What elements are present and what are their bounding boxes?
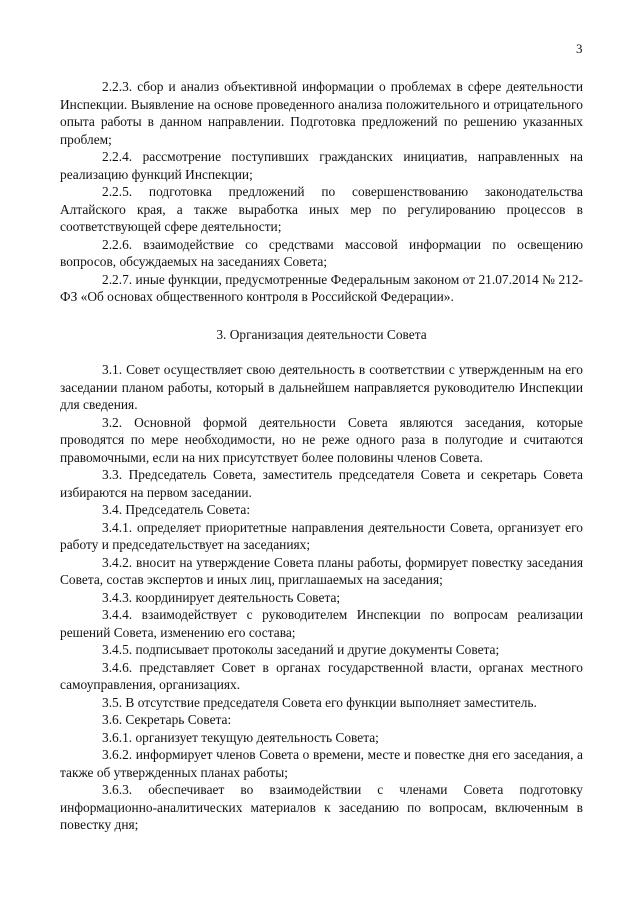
section-heading: 3. Организация деятельности Совета [216, 326, 427, 342]
paragraph-2-2-6: 2.2.6. взаимодействие со средствами массовой информации по освещению вопросов, обсуждаемых на заседаниях Совета; [60, 236, 583, 269]
paragraph-3-6: 3.6. Секретарь Совета: [102, 712, 232, 727]
paragraph-3-6-1: 3.6.1. организует текущую деятельность Совета; [102, 729, 379, 745]
paragraph-2-2-3: 2.2.3. сбор и анализ объективной информации о проблемах в сфере деятельности Инспекции. Выявление на основе проведенного анализа положительного и отрицательного опыта работы в данном направлении. Подготовка предложений по решению указанных проблем; [60, 79, 583, 147]
paragraph-2-2-7: 2.2.7. иные функции, предусмотренные Федеральным законом от 21.07.2014 № 212-ФЗ «Об основах общественного контроля в Российской Федерации». [60, 271, 583, 304]
paragraph-3-4-5: 3.4.5. подписывает протоколы заседаний и другие документы Совета; [102, 642, 500, 657]
paragraph-3-1: 3.1. Совет осуществляет свою деятельность в соответствии с утвержденным на его заседании планом работы, который в дальнейшем направляется руководителю Инспекции для сведения. [60, 362, 583, 412]
paragraph-3-3: 3.3. Председатель Совета, заместитель председателя Совета и секретарь Совета избираются на первом заседании. [60, 467, 583, 500]
document-body [60, 78, 583, 834]
paragraph-3-4-3: 3.4.3. координирует деятельность Совета; [102, 589, 341, 605]
paragraph-3-6-2: 3.6.2. информирует членов Совета о времени, месте и повестке дня его заседания, а также об утвержденных планах работы; [60, 747, 583, 780]
paragraph-3-2: 3.2. Основной формой деятельности Совета являются заседания, которые проводятся по мере необходимости, но не реже одного раза в полугодие и считаются правомочными, если на них присутствует более половины членов Совета. [60, 414, 583, 465]
paragraph-3-4-1: 3.4.1. определяет приоритетные направления деятельности Совета, организует его работу и председательствует на заседаниях; [60, 519, 583, 552]
paragraph-3-5: 3.5. В отсутствие председателя Совета его функции выполняет заместитель. [102, 694, 537, 710]
paragraph-3-4-4: 3.4.4. взаимодействует с руководителем Инспекции по вопросам реализации решений Совета, изменению его состава; [60, 607, 583, 640]
paragraph-3-6-3: 3.6.3. обеспечивает во взаимодействии с членами Совета подготовку информационно-аналитических материалов к заседанию по вопросам, включенным в повестку дня; [60, 782, 583, 832]
paragraph-3-4-2: 3.4.2. вносит на утверждение Совета планы работы, формирует повестку заседания Совета, состав экспертов и иных лиц, приглашаемых на заседания; [60, 554, 583, 587]
paragraph-3-4: 3.4. Председатель Совета: [102, 502, 251, 517]
paragraph-2-2-5: 2.2.5. подготовка предложений по совершенствованию законодательства Алтайского края, а также выработка иных мер по регулированию процессов в соответствующей сфере деятельности; [60, 184, 583, 234]
page-number: 3 [576, 41, 583, 56]
paragraph-2-2-4: 2.2.4. рассмотрение поступивших гражданских инициатив, направленных на реализацию функций Инспекции; [60, 149, 583, 182]
paragraph-3-4-6: 3.4.6. представляет Совет в органах государственной власти, органах местного самоуправления, организациях. [60, 659, 583, 692]
